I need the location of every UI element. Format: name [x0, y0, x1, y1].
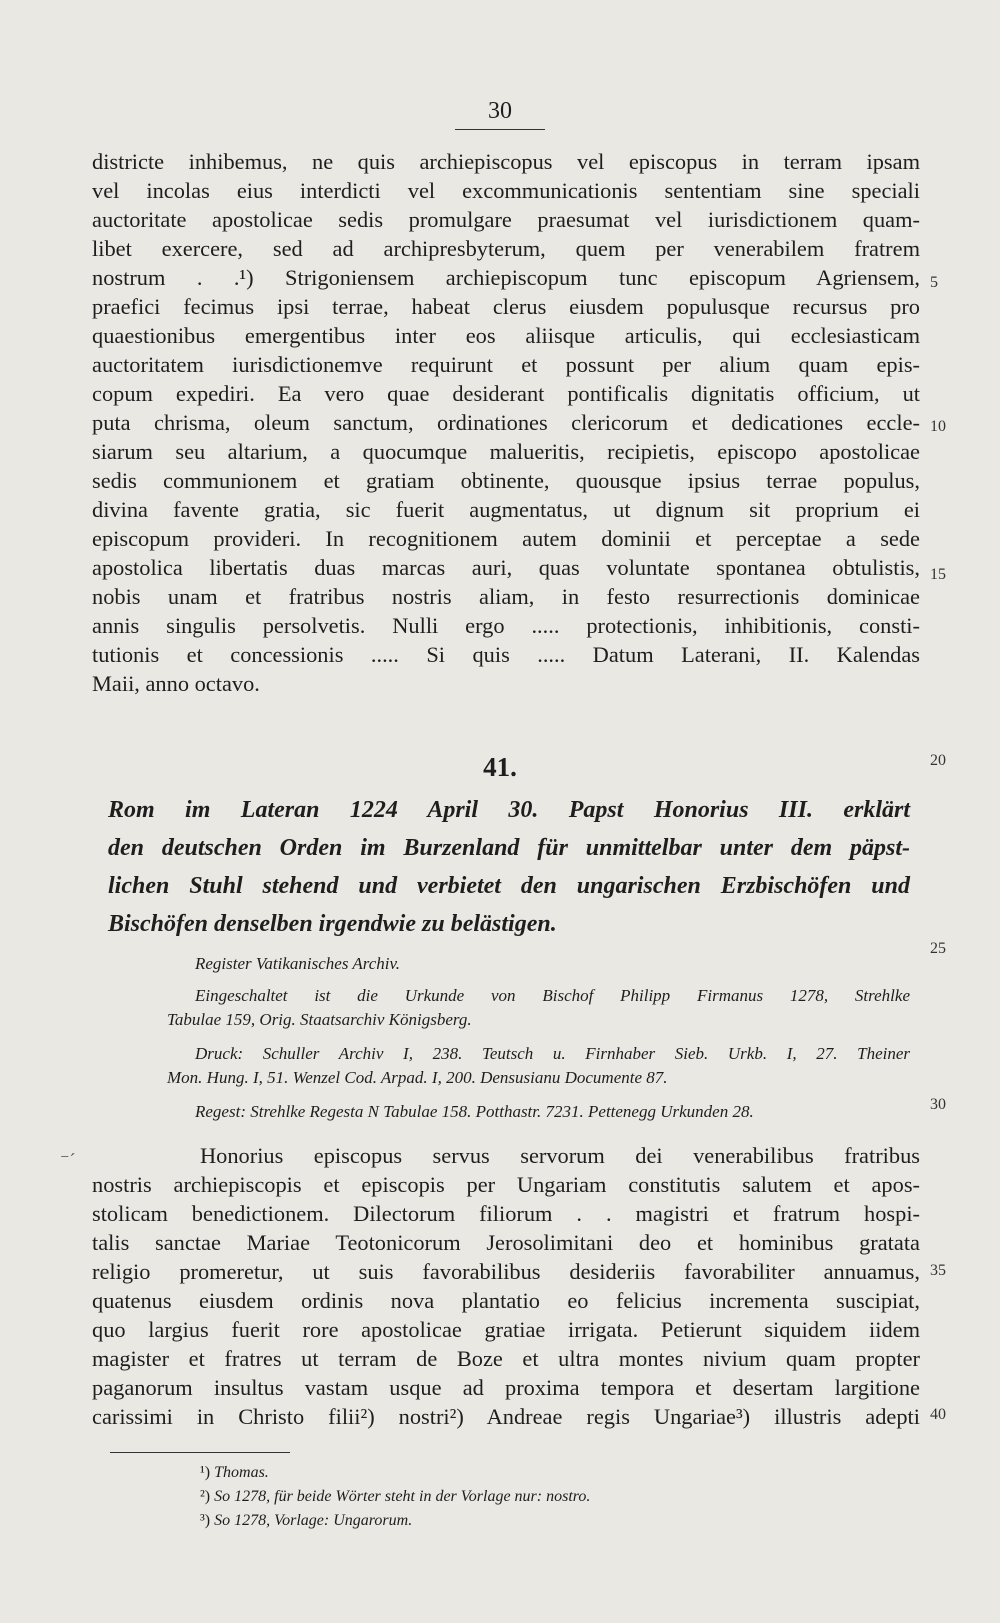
line-number: 5: [930, 274, 938, 291]
text-line: divina favente gratia, sic fuerit augmentatus, ut dignum sit proprium ei: [92, 497, 920, 522]
document-number: 41.: [483, 752, 517, 782]
reference-inserted: Eingeschaltet ist die Urkunde von Bischof Philipp Firmanus 1278, Strehlke: [195, 986, 910, 1005]
heading-line: Bischöfen denselben irgendwie zu belästigen.: [108, 911, 557, 937]
text-line: nostris archiepiscopis et episcopis per Ungariam constitutis salutem et apos-: [92, 1172, 920, 1197]
reference-register: Register Vatikanisches Archiv.: [195, 954, 401, 973]
text-line: Honorius episcopus servus servorum dei venerabilibus fratribus: [200, 1143, 920, 1168]
text-line: copum expediri. Ea vero quae desiderant pontificalis dignitatis officium, ut: [92, 381, 920, 406]
text-line: stolicam benedictionem. Dilectorum filiorum . . magistri et fratrum hospi-: [92, 1201, 920, 1226]
text-line: districte inhibemus, ne quis archiepiscopus vel episcopus in terram ipsam: [92, 149, 920, 174]
text-line: praefici fecimus ipsi terrae, habeat clerus eiusdem populusque recursus pro: [92, 294, 920, 319]
text-line: tutionis et concessionis ..... Si quis ..... Datum Laterani, II. Kalendas: [92, 642, 920, 667]
line-number: 25: [930, 940, 946, 957]
text-line: religio promeretur, ut suis favorabilibus desideriis favorabiliter annuamus,: [92, 1259, 920, 1284]
line-number: 35: [930, 1262, 946, 1279]
reference-inserted: Tabulae 159, Orig. Staatsarchiv Königsberg.: [167, 1010, 472, 1029]
footnote-text: So 1278, Vorlage: Ungarorum.: [214, 1512, 413, 1529]
pencil-mark: ⁻´: [60, 1150, 76, 1170]
footnote: [200, 1462, 269, 1484]
line-number: 20: [930, 752, 946, 769]
text-line: libet exercere, sed ad archipresbyterum, quem per venerabilem fratrem: [92, 236, 920, 261]
footnote-mark: ¹): [200, 1464, 211, 1481]
text-line: carissimi in Christo filii²) nostri²) Andreae regis Ungariae³) illustris adepti: [92, 1404, 920, 1429]
line-number: 40: [930, 1406, 946, 1423]
text-line: quo largius fuerit rore apostolicae gratiae irrigata. Petierunt siquidem iidem: [92, 1317, 920, 1342]
text-line: episcopum provideri. In recognitionem autem dominii et perceptae a sede: [92, 526, 920, 551]
footnote-text: So 1278, für beide Wörter steht in der Vorlage nur: nostro.: [214, 1488, 591, 1505]
text-line: talis sanctae Mariae Teotonicorum Jerosolimitani deo et hominibus gratata: [92, 1230, 920, 1255]
text-line: vel incolas eius interdicti vel excommunicationis sententiam sine speciali: [92, 178, 920, 203]
line-number: 10: [930, 418, 946, 435]
line-number: 30: [930, 1096, 946, 1113]
text-line: nostrum . .¹) Strigoniensem archiepiscopum tunc episcopum Agriensem,: [92, 265, 920, 290]
heading-line: den deutschen Orden im Burzenland für unmittelbar unter dem päpst-: [108, 835, 910, 861]
footnote-mark: ²): [200, 1488, 211, 1505]
text-line: auctoritatem iurisdictionemve requirunt et possunt per alium quam epis-: [92, 352, 920, 377]
page-number: 30: [455, 98, 545, 130]
text-line: siarum seu altarium, a quocumque malueritis, recipietis, episcopo apostolicae: [92, 439, 920, 464]
text-line: nobis unam et fratribus nostris aliam, in festo resurrectionis dominicae: [92, 584, 920, 609]
reference-print: Druck: Schuller Archiv I, 238. Teutsch u. Firnhaber Sieb. Urkb. I, 27. Theiner: [195, 1044, 910, 1063]
text-line: auctoritate apostolicae sedis promulgare praesumat vel iurisdictionem quam-: [92, 207, 920, 232]
text-line: sedis communionem et gratiam obtinente, quousque ipsius terrae populus,: [92, 468, 920, 493]
heading-line: lichen Stuhl stehend und verbietet den ungarischen Erzbischöfen und: [108, 873, 910, 899]
reference-regest: Regest: Strehlke Regesta N Tabulae 158. Potthastr. 7231. Pettenegg Urkunden 28.: [195, 1102, 754, 1121]
heading-line: Rom im Lateran 1224 April 30. Papst Honorius III. erklärt: [108, 797, 910, 823]
reference-print: Mon. Hung. I, 51. Wenzel Cod. Arpad. I, 200. Densusianu Documente 87.: [167, 1068, 668, 1087]
text-line: quatenus eiusdem ordinis nova plantatio eo felicius incrementa suscipiat,: [92, 1288, 920, 1313]
text-line: quaestionibus emergentibus inter eos aliisque articulis, qui ecclesiasticam: [92, 323, 920, 348]
line-number: 15: [930, 566, 946, 583]
footnote-mark: ³): [200, 1512, 211, 1529]
text-line: apostolica libertatis duas marcas auri, quas voluntate spontanea obtulistis,: [92, 555, 920, 580]
footnote-rule: [110, 1452, 290, 1453]
text-line: annis singulis persolvetis. Nulli ergo ..... protectionis, inhibitionis, consti-: [92, 613, 920, 638]
text-line: puta chrisma, oleum sanctum, ordinationes clericorum et dedicationes eccle-: [92, 410, 920, 435]
text-line: magister et fratres ut terram de Boze et ultra montes nivium quam propter: [92, 1346, 920, 1371]
text-line: Maii, anno octavo.: [92, 671, 260, 696]
footnote: [200, 1510, 412, 1532]
footnote: [200, 1486, 590, 1508]
footnote-text: Thomas.: [214, 1464, 269, 1481]
text-line: paganorum insultus vastam usque ad proxima tempora et desertam largitione: [92, 1375, 920, 1400]
